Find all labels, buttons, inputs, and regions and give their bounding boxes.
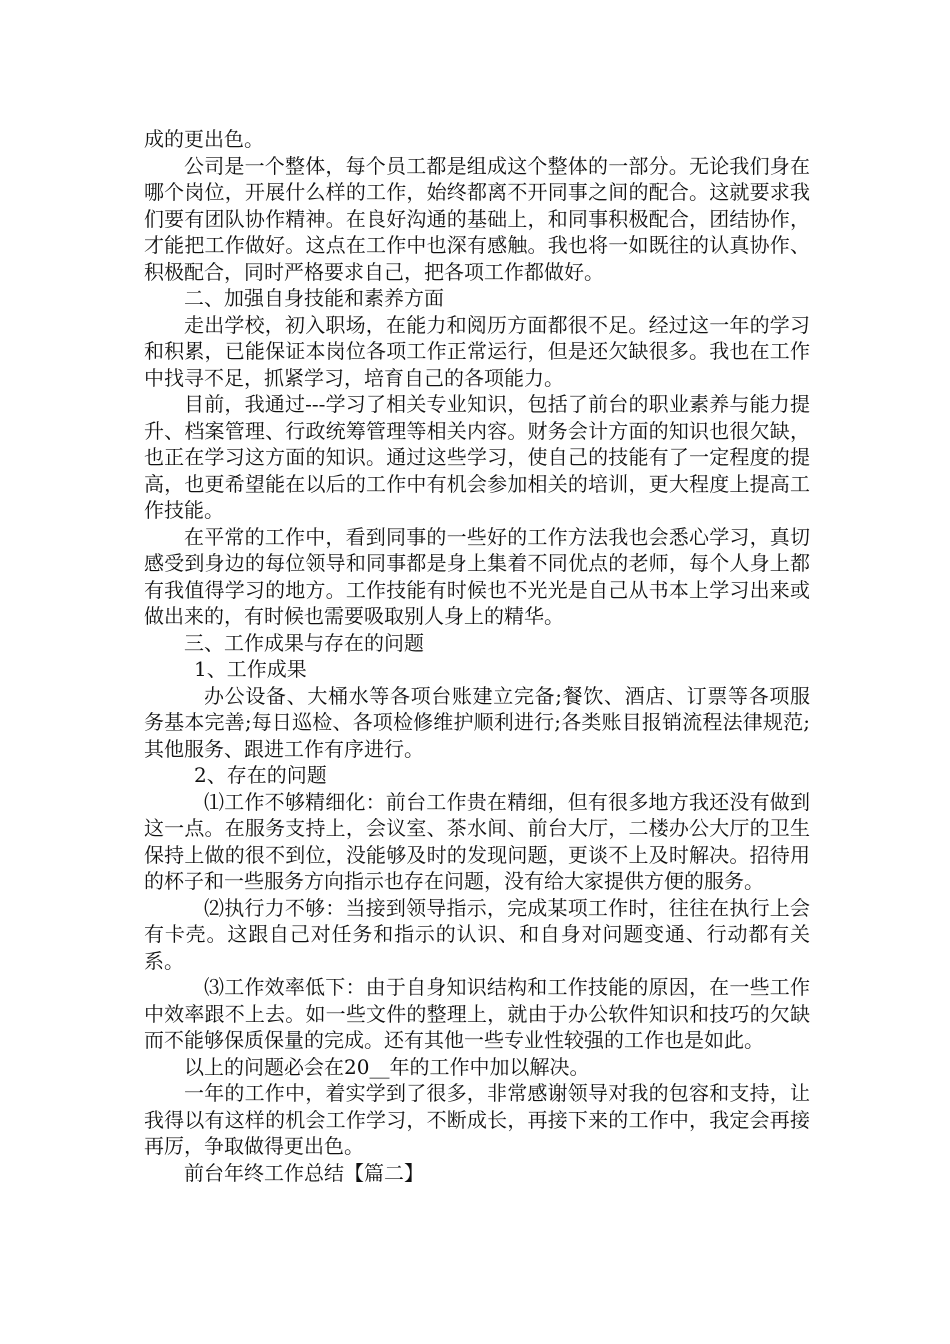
paragraph-teamwork: 公司是一个整体，每个员工都是组成这个整体的一部分。无论我们身在哪个岗位，开展什么样的工作，始终都离不开同事之间的配合。这就要求我们要有团队协作精神。在良好沟通的基础上，和同事积极配合，团结协作，才能把工作做好。这点在工作中也深有感触。我也将一如既往的认真协作、积极配合，同时严格要求自己，把各项工作都做好。 (144, 153, 810, 284)
paragraph-resolve: 以上的问题必会在20__年的工作中加以解决。 (184, 1054, 590, 1079)
paragraph-learning: 目前，我通过---学习了相关专业知识，包括了前台的职业素养与能力提升、档案管理、行政统筹管理等相关内容。财务会计方面的知识也很欠缺，也正在学习这方面的知识。通过这些学习，使自己的技能有了一定程度的提高，也更希望能在以后的工作中有机会参加相关的培训，更大程度上提高工作技能。 (144, 392, 810, 522)
document-body (144, 126, 810, 1186)
paragraph-colleagues: 在平常的工作中，看到同事的一些好的工作方法我也会悉心学习，真切感受到身边的每位领导和同事都是身上集着不同优点的老师，每个人身上都有我值得学习的地方。工作技能有时候也不光光是自己从书本上学习出来或做出来的，有时候也需要吸取别人身上的精华。 (144, 524, 810, 628)
subheading-problems: 2、存在的问题 (194, 763, 327, 787)
problem-item-1: ⑴工作不够精细化：前台工作贵在精细，但有很多地方我还没有做到这一点。在服务支持上，会议室、茶水间、前台大厅，二楼办公大厅的卫生保持上做的很不到位，没能够及时的发现问题，更谈不上及时解决。招待用的杯子和一些服务方向指示也存在问题，没有给大家提供方便的服务。 (144, 789, 810, 893)
paragraph-thanks: 一年的工作中，着实学到了很多，非常感谢领导对我的包容和支持，让我得以有这样的机会工作学习，不断成长，再接下来的工作中，我定会再接再厉，争取做得更出色。 (144, 1081, 810, 1158)
section-heading-results: 三、工作成果与存在的问题 (184, 630, 424, 655)
paragraph-results: 办公设备、大桶水等各项台账建立完备;餐饮、酒店、订票等各项服务基本完善;每日巡检、各项检修维护顺利进行;各类账目报销流程法律规范;其他服务、跟进工作有序进行。 (144, 683, 810, 761)
section-heading-skills: 二、加强自身技能和素养方面 (184, 286, 444, 310)
subheading-results: 1、工作成果 (194, 657, 307, 681)
problem-item-2: ⑵执行力不够：当接到领导指示，完成某项工作时，往往在执行上会有卡壳。这跟自己对任务和指示的认识、和自身对问题变通、行动都有关系。 (144, 895, 810, 973)
problem-item-3: ⑶工作效率低下：由于自身知识结构和工作技能的原因，在一些工作中效率跟不上去。如一些文件的整理上，就由于办公软件知识和技巧的欠缺而不能够保质保量的完成。还有其他一些专业性较强的工作也是如此。 (144, 975, 810, 1052)
next-article-title: 前台年终工作总结【篇二】 (184, 1160, 424, 1185)
paragraph-continuation: 成的更出色。 (144, 127, 264, 151)
paragraph-career-start: 走出学校，初入职场，在能力和阅历方面都很不足。经过这一年的学习和积累，已能保证本岗位各项工作正常运行，但是还欠缺很多。我也在工作中找寻不足，抓紧学习，培育自己的各项能力。 (144, 312, 810, 390)
